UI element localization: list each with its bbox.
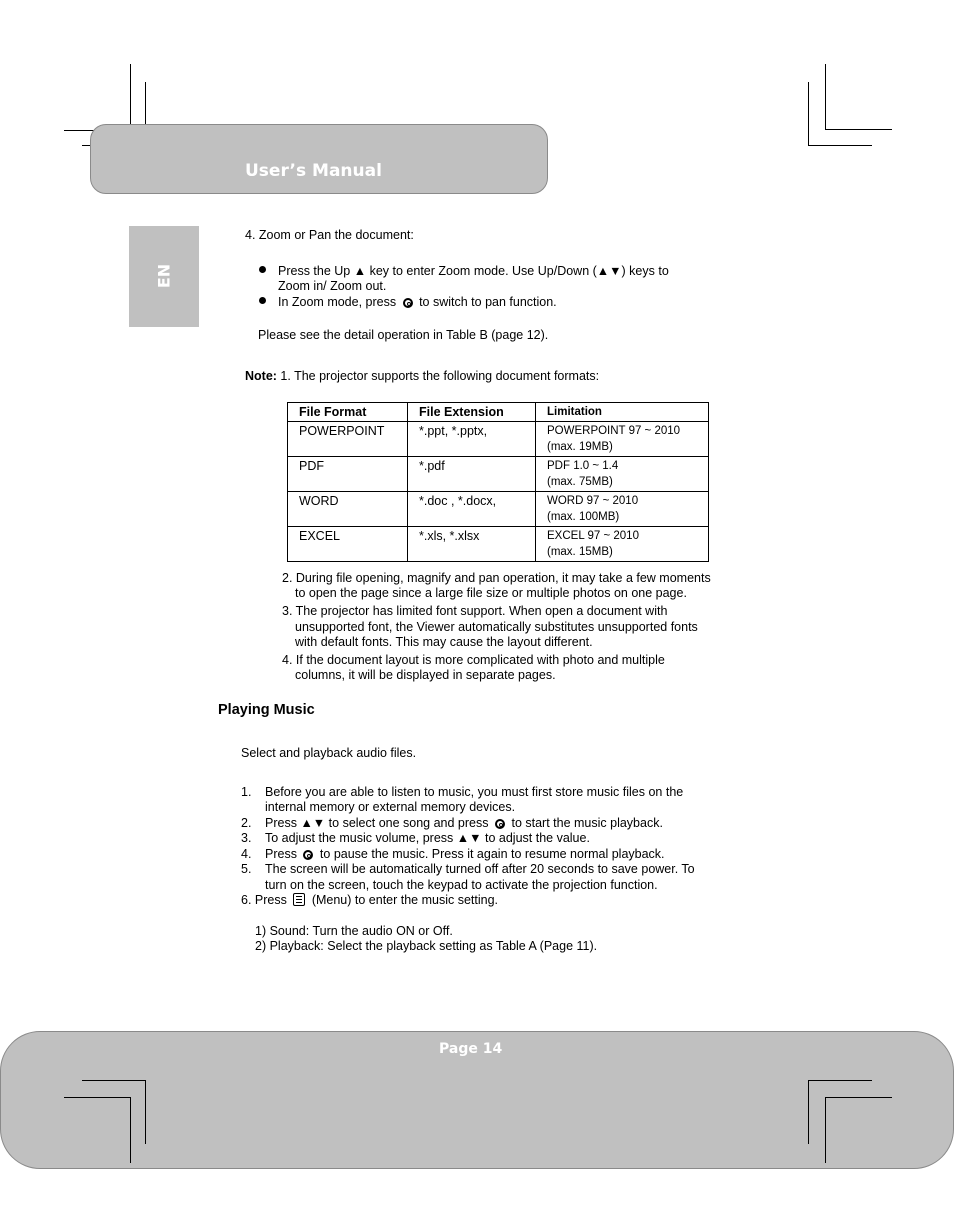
table-cell: PDF [288,457,408,492]
header-banner [90,124,548,194]
step-number: 3. [241,831,252,845]
table-row [288,457,709,492]
crop-mark [145,1080,146,1144]
bullet-dot [259,297,266,304]
step-number: 5. [241,862,252,876]
ok-button-icon [495,819,505,829]
step-number: 2. [241,816,252,830]
table-row [288,527,709,562]
note-4-cont: columns, it will be displayed in separate pages. [295,668,556,682]
table-cell: *.xls, *.xlsx [408,527,536,562]
table-cell: WORD [288,492,408,527]
crop-mark [808,1080,809,1144]
table-header-row [288,403,709,422]
note-2: 2. During file opening, magnify and pan operation, it may take a few moments [282,571,711,585]
table-header-cell: Limitation [536,403,709,422]
table-cell: *.doc , *.docx, [408,492,536,527]
table-header-cell: File Extension [408,403,536,422]
step-number: 4. [241,847,252,861]
music-step-4: Press to pause the music. Press it again to resume normal playback. [265,847,665,861]
crop-mark [825,1097,892,1098]
music-sub-1: 1) Sound: Turn the audio ON or Off. [255,924,453,938]
note-line: Note: 1. The projector supports the following document formats: [245,369,600,383]
note-3-cont: with default fonts. This may cause the layout different. [295,635,593,649]
crop-mark [808,82,809,146]
crop-mark [82,1080,146,1081]
crop-mark [825,129,892,130]
formats-table [287,402,709,562]
music-sub-2: 2) Playback: Select the playback setting as Table A (Page 11). [255,939,598,953]
music-step-6: 6. Press (Menu) to enter the music setting. [241,893,499,907]
zoom-heading: 4. Zoom or Pan the document: [245,228,414,242]
table-cell: POWERPOINT 97 ~ 2010 (max. 19MB) [536,422,709,457]
section-heading: Playing Music [218,702,315,718]
language-tab-label: EN [154,263,174,289]
music-step-1-cont: internal memory or external memory devices. [265,800,516,814]
page-number: Page 14 [439,1041,503,1057]
music-step-5: The screen will be automatically turned off after 20 seconds to save power. To [265,862,695,876]
zoom-bullet-2: In Zoom mode, press to switch to pan function. [278,295,557,309]
table-cell: EXCEL 97 ~ 2010 (max. 15MB) [536,527,709,562]
menu-icon [293,893,305,906]
table-cell: PDF 1.0 ~ 1.4 (max. 75MB) [536,457,709,492]
table-cell: WORD 97 ~ 2010 (max. 100MB) [536,492,709,527]
zoom-bullet-1-cont: Zoom in/ Zoom out. [278,279,387,293]
note-3: 3. The projector has limited font support. When open a document with [282,604,668,618]
step-number: 1. [241,785,252,799]
table-header-cell: File Format [288,403,408,422]
crop-mark [808,1080,872,1081]
ok-button-icon [403,298,413,308]
crop-mark [825,64,826,130]
up-down-arrow-icon: ▲▼ [596,264,622,278]
zoom-bullet-1: Press the Up ▲ key to enter Zoom mode. Use Up/Down (▲▼) keys to [278,264,669,278]
detail-reference: Please see the detail operation in Table B (page 12). [258,328,549,342]
crop-mark [825,1097,826,1163]
table-cell: POWERPOINT [288,422,408,457]
table-cell: EXCEL [288,527,408,562]
note-2-cont: to open the page since a large file size or multiple photos on one page. [295,586,687,600]
music-step-3: To adjust the music volume, press ▲▼ to adjust the value. [265,831,590,845]
table-cell: *.ppt, *.pptx, [408,422,536,457]
bullet-dot [259,266,266,273]
up-down-arrow-icon: ▲▼ [300,816,326,830]
table-cell: *.pdf [408,457,536,492]
up-arrow-icon: ▲ [353,264,367,278]
ok-button-icon [303,850,313,860]
music-step-1: Before you are able to listen to music, you must first store music files on the [265,785,684,799]
note-4: 4. If the document layout is more complicated with photo and multiple [282,653,665,667]
crop-mark [64,1097,131,1098]
up-down-arrow-icon: ▲▼ [456,831,482,845]
crop-mark [808,145,872,146]
music-step-5-cont: turn on the screen, touch the keypad to activate the projection function. [265,878,658,892]
note-3-cont: unsupported font, the Viewer automatically substitutes unsupported fonts [295,620,698,634]
table-row [288,492,709,527]
crop-mark [130,1097,131,1163]
music-intro: Select and playback audio files. [241,746,417,760]
table-row [288,422,709,457]
music-step-2: Press ▲▼ to select one song and press to start the music playback. [265,816,663,830]
page-title: User’s Manual [245,161,382,181]
